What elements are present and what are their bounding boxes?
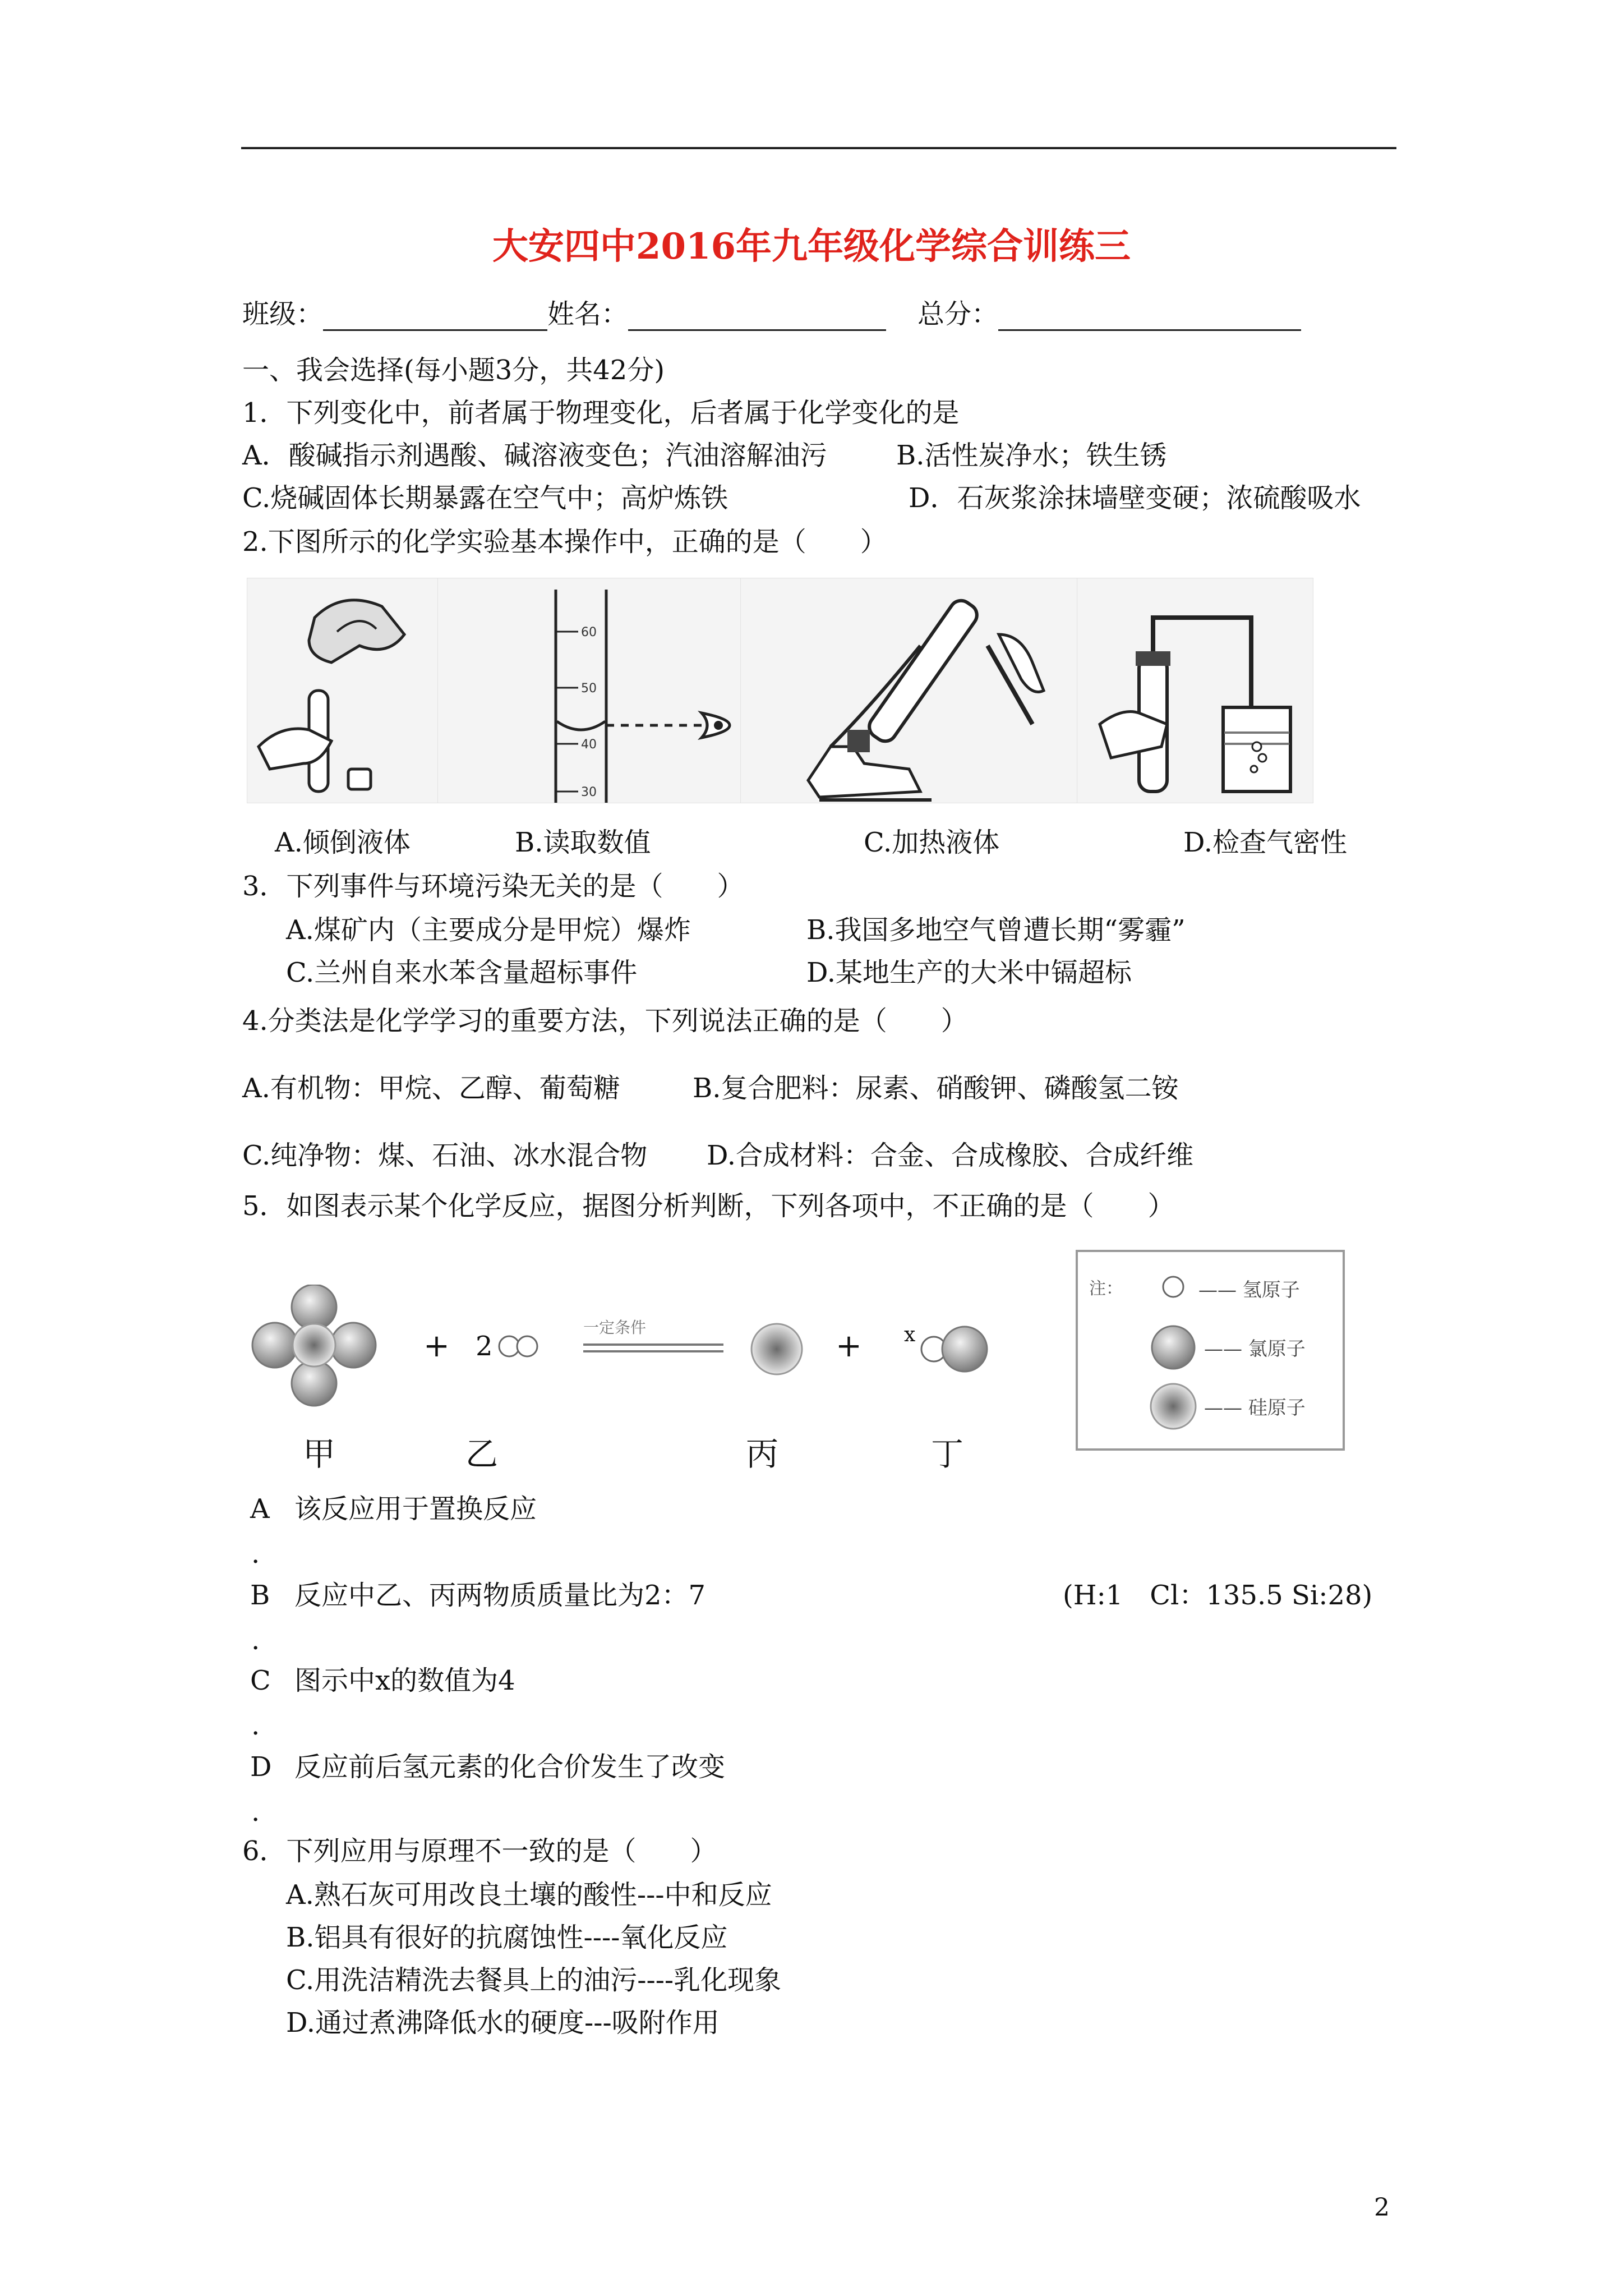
q3-option-a: A.煤矿内（主要成分是甲烷）爆炸 bbox=[286, 914, 691, 946]
q3-option-b: B.我国多地空气曾遭长期“雾霾” bbox=[806, 914, 1186, 946]
hydrogen-atom-icon bbox=[1156, 1270, 1190, 1304]
q6-option-a: A.熟石灰可用改良土壤的酸性---中和反应 bbox=[286, 1879, 772, 1911]
figure-heat-liquid bbox=[740, 578, 1078, 803]
cylinder-tick-30: 30 bbox=[581, 785, 597, 799]
pour-liquid-drawing bbox=[247, 578, 438, 803]
q5-letter-c: C bbox=[250, 1665, 271, 1696]
cylinder-tick-50: 50 bbox=[581, 682, 597, 696]
h2-molecule bbox=[494, 1329, 544, 1363]
q2-option-c: C.加热液体 bbox=[864, 827, 1000, 858]
label-ding: 丁 bbox=[931, 1435, 964, 1473]
q2-option-d: D.检查气密性 bbox=[1183, 827, 1348, 858]
reaction-diagram bbox=[241, 1285, 1026, 1436]
q5-option-a: 该反应用于置换反应 bbox=[294, 1493, 537, 1525]
figure-read-cylinder bbox=[437, 578, 741, 803]
airtightness-drawing bbox=[1077, 578, 1313, 803]
q1-option-c: C.烧碱固体长期暴露在空气中；高炉炼铁 bbox=[242, 482, 728, 514]
q5-option-d: 反应前后氢元素的化合价发生了改变 bbox=[294, 1751, 726, 1783]
class-blank[interactable] bbox=[323, 305, 547, 331]
q3-option-d: D.某地生产的大米中镉超标 bbox=[806, 957, 1132, 988]
legend-hydrogen: —— 氢原子 bbox=[1198, 1279, 1300, 1301]
q1-stem: 1．下列变化中，前者属于物理变化，后者属于化学变化的是 bbox=[242, 397, 960, 429]
coefficient-2: 2 bbox=[476, 1331, 493, 1362]
cylinder-tick-40: 40 bbox=[581, 738, 597, 752]
score-label: 总分： bbox=[917, 298, 999, 330]
coefficient-x: x bbox=[904, 1323, 916, 1346]
q6-option-c: C.用洗洁精洗去餐具上的油污----乳化现象 bbox=[286, 1964, 782, 1996]
label-yi: 乙 bbox=[465, 1435, 499, 1473]
plus-sign-1: + bbox=[423, 1328, 450, 1364]
legend-note: 注： bbox=[1089, 1279, 1123, 1299]
legend-chlorine: —— 氯原子 bbox=[1204, 1338, 1306, 1360]
q2-stem: 2.下图所示的化学实验基本操作中，正确的是（ ） bbox=[242, 526, 887, 558]
legend-silicon: —— 硅原子 bbox=[1204, 1397, 1306, 1419]
header-rule bbox=[241, 147, 1396, 149]
score-blank[interactable] bbox=[998, 305, 1301, 331]
q2-option-b: B.读取数值 bbox=[515, 827, 651, 858]
hcl-molecule bbox=[917, 1318, 1007, 1380]
q5-dot-b: . bbox=[251, 1625, 260, 1656]
q5-letter-b: B bbox=[250, 1580, 270, 1611]
q1-option-b: B.活性炭净水；铁生锈 bbox=[896, 440, 1167, 471]
info-line bbox=[242, 297, 1301, 331]
q6-option-d: D.通过煮沸降低水的硬度---吸附作用 bbox=[286, 2007, 720, 2039]
q5-option-b: 反应中乙、丙两物质质量比为2：7 bbox=[294, 1580, 706, 1611]
class-label: 班级： bbox=[242, 298, 324, 330]
read-cylinder-drawing bbox=[438, 578, 741, 803]
section-heading: 一、我会选择(每小题3分，共42分) bbox=[242, 355, 665, 386]
label-bing: 丙 bbox=[746, 1435, 779, 1473]
heat-liquid-drawing bbox=[741, 578, 1077, 803]
silicon-atom-icon bbox=[1145, 1378, 1201, 1434]
reaction-arrow-line-top bbox=[583, 1343, 723, 1346]
q3-stem: 3．下列事件与环境污染无关的是（ ） bbox=[242, 871, 744, 902]
q6-option-b: B.铝具有很好的抗腐蚀性----氧化反应 bbox=[286, 1922, 728, 1953]
q5-letter-a: A bbox=[250, 1493, 270, 1525]
page-number: 2 bbox=[1374, 2193, 1390, 2222]
cylinder-tick-60: 60 bbox=[581, 625, 597, 639]
q5-dot-a: . bbox=[251, 1538, 260, 1570]
q5-letter-d: D bbox=[250, 1751, 272, 1783]
q5-dot-c: . bbox=[251, 1710, 260, 1741]
q4-option-c: C.纯净物：煤、石油、冰水混合物 bbox=[242, 1140, 648, 1171]
plus-sign-2: + bbox=[836, 1328, 862, 1364]
si-atom-product bbox=[746, 1318, 808, 1380]
label-jia: 甲 bbox=[303, 1435, 336, 1473]
q5-stem: 5．如图表示某个化学反应，据图分析判断，下列各项中，不正确的是（ ） bbox=[242, 1190, 1175, 1222]
figure-pour-liquid bbox=[247, 578, 439, 803]
q4-stem: 4.分类法是化学学习的重要方法，下列说法正确的是（ ） bbox=[242, 1005, 968, 1037]
page-title: 大安四中2016年九年级化学综合训练三 bbox=[492, 226, 1131, 268]
atomic-masses: (H:1 Cl：135.5 Si:28) bbox=[1063, 1580, 1373, 1611]
q4-option-d: D.合成材料：合金、合成橡胶、合成纤维 bbox=[707, 1140, 1194, 1171]
reaction-arrow-line-bottom bbox=[583, 1350, 723, 1352]
name-blank[interactable] bbox=[628, 305, 886, 331]
q5-option-c: 图示中x的数值为4 bbox=[294, 1665, 515, 1696]
q2-option-a: A.倾倒液体 bbox=[275, 827, 411, 858]
q3-option-c: C.兰州自来水苯含量超标事件 bbox=[286, 957, 638, 988]
q4-option-b: B.复合肥料：尿素、硝酸钾、磷酸氢二铵 bbox=[693, 1073, 1179, 1104]
q6-stem: 6．下列应用与原理不一致的是（ ） bbox=[242, 1835, 717, 1867]
q5-dot-d: . bbox=[251, 1796, 260, 1828]
chlorine-atom-icon bbox=[1145, 1319, 1201, 1375]
q1-option-d: D．石灰浆涂抹墙壁变硬；浓硫酸吸水 bbox=[909, 482, 1361, 514]
reaction-condition: 一定条件 bbox=[583, 1318, 647, 1337]
q4-option-a: A.有机物：甲烷、乙醇、葡萄糖 bbox=[242, 1073, 620, 1104]
figure-airtightness bbox=[1077, 578, 1313, 803]
name-label: 姓名： bbox=[547, 298, 629, 330]
atom-legend bbox=[1076, 1250, 1345, 1451]
q1-option-a: A．酸碱指示剂遇酸、碱溶液变色；汽油溶解油污 bbox=[242, 440, 827, 471]
